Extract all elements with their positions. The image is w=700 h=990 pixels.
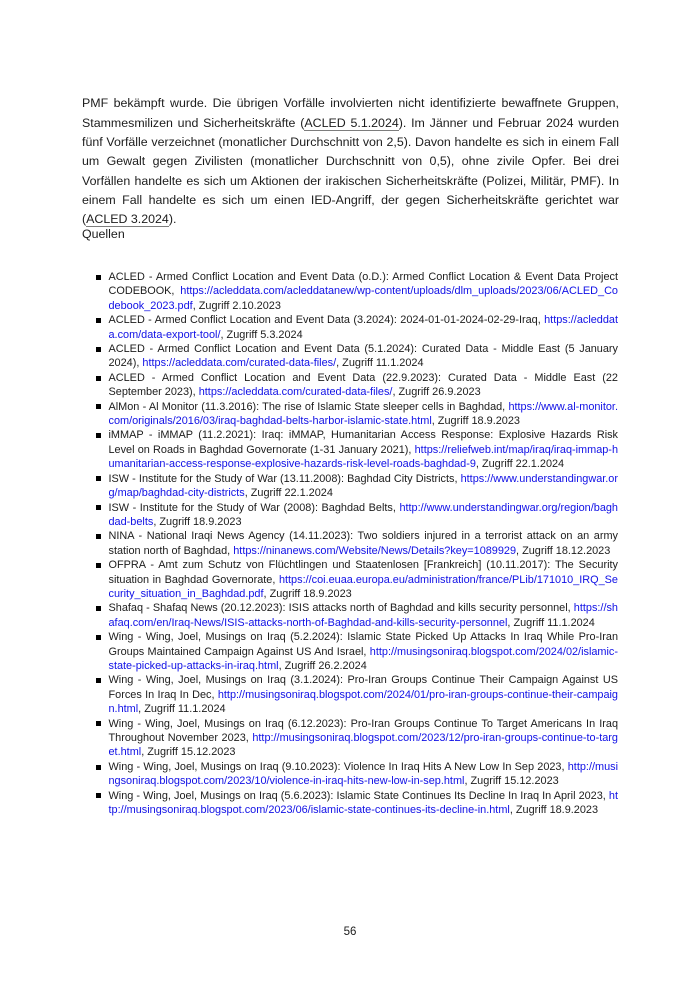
source-citation-text: Wing - Wing, Joel, Musings on Iraq (5.2.2024): Islamic State Picked Up Attacks In Iraq While Pro-Iran Groups Maintained Campaign Against US And Israel, <box>108 631 618 658</box>
source-link[interactable]: http://www.understandingwar.org/region/baghdad-belts <box>108 501 618 528</box>
source-zugriff-text: , Zugriff 11.1.2024 <box>336 357 424 370</box>
source-citation-text: ACLED - Armed Conflict Location and Event Data (5.1.2024): Curated Data - Middle East (5 January 2024), <box>108 343 618 370</box>
paragraph-text: ). <box>168 212 177 227</box>
source-zugriff-text: , Zugriff 26.2.2024 <box>278 659 367 672</box>
source-citation-text: Wing - Wing, Joel, Musings on Iraq (6.12.2023): Pro-Iran Groups Continue To Target Americans In Iraq Throughout November 2023, <box>108 717 618 744</box>
source-link[interactable]: http://musingsoniraq.blogspot.com/2023/12/pro-iran-groups-continue-to-target.html <box>108 732 618 759</box>
source-citation-text: ACLED - Armed Conflict Location and Event Data (22.9.2023): Curated Data - Middle East (22 September 2023), <box>108 371 618 399</box>
source-citation-text: ISW - Institute for the Study of War (2008): Baghdad Belts, <box>108 501 400 514</box>
source-link[interactable]: https://coi.euaa.europa.eu/administration/france/PLib/171010_IRQ_Security_situation_in_Baghdad.pdf <box>108 573 618 600</box>
source-item <box>96 558 618 601</box>
source-link[interactable]: https://ninanews.com/Website/News/Details?key=1089929 <box>233 544 517 557</box>
source-zugriff-text: , Zugriff 18.9.2023 <box>431 415 520 428</box>
source-citation-text: AlMon - Al Monitor (11.3.2016): The rise of Islamic State sleeper cells in Baghdad, <box>108 400 509 413</box>
bullet-square-icon <box>96 476 101 481</box>
bullet-square-icon <box>96 635 101 640</box>
source-zugriff-text: , Zugriff 26.9.2023 <box>392 386 481 399</box>
bullet-square-icon <box>96 721 101 726</box>
source-zugriff-text: , Zugriff 18.9.2023 <box>153 515 242 528</box>
source-link[interactable]: https://acleddata.com/curated-data-files/ <box>198 386 393 399</box>
source-zugriff-text: , Zugriff 11.1.2024 <box>507 616 595 629</box>
source-link[interactable]: https://acleddata.com/acleddatanew/wp-content/uploads/dlm_uploads/2023/06/ACLED_Codebook_2023.pdf <box>108 285 618 312</box>
source-citation-text: ACLED - Armed Conflict Location and Event Data (3.2024): 2024-01-01-2024-02-29-Iraq, <box>108 314 545 327</box>
source-link[interactable]: https://www.understandingwar.org/map/baghdad-city-districts <box>108 472 618 500</box>
source-citation-text: Wing - Wing, Joel, Musings on Iraq (3.1.2024): Pro-Iran Groups Continue Their Campaign Against US Forces In Iraq In Dec, <box>108 674 618 701</box>
page-number: 56 <box>343 926 357 938</box>
sources-heading: Quellen <box>82 227 125 241</box>
source-citation-text: Wing - Wing, Joel, Musings on Iraq (5.6.2023): Islamic State Continues Its Decline In Iraq In April 2023, <box>108 789 609 802</box>
source-item <box>96 630 618 673</box>
source-link[interactable]: https://acleddata.com/curated-data-files/ <box>142 357 337 370</box>
source-citation-text: Shafaq - Shafaq News (20.12.2023): ISIS attacks north of Baghdad and kills security personnel, <box>108 602 574 615</box>
bullet-square-icon <box>96 433 101 438</box>
source-citation-text: iMMAP - iMMAP (11.2.2021): Iraq: iMMAP, Humanitarian Access Response: Explosive Hazards Risk Level on Roads in Baghdad Governorate (1-31 January 2021), <box>108 429 618 456</box>
bullet-square-icon <box>96 404 101 409</box>
source-item <box>96 717 618 760</box>
source-item <box>96 270 618 313</box>
source-item <box>96 313 618 342</box>
source-item <box>96 371 618 400</box>
paragraph-text: PMF bekämpft wurde. Die übrigen Vorfälle involvierten nicht identifizierte bewaffnete Gruppen, Stammesmilizen und Sicherheitskräfte ( <box>82 96 619 130</box>
source-link[interactable]: http://musingsoniraq.blogspot.com/2024/01/pro-iran-groups-continue-their-campaign.html <box>108 688 618 716</box>
source-citation-text: Wing - Wing, Joel, Musings on Iraq (9.10.2023): Violence In Iraq Hits A New Low In Sep 2023, <box>108 760 568 773</box>
source-link[interactable]: https://reliefweb.int/map/iraq/iraq-immap-humanitarian-access-response-explosive-hazards-risk-level-roads-baghdad-9 <box>108 443 618 471</box>
body-paragraph <box>82 94 619 229</box>
source-zugriff-text: , Zugriff 11.1.2024 <box>138 703 226 716</box>
source-link[interactable]: http://musingsoniraq.blogspot.com/2023/06/islamic-state-continues-its-decline-in.html <box>108 789 618 817</box>
source-zugriff-text: , Zugriff 2.10.2023 <box>192 299 281 312</box>
source-zugriff-text: , Zugriff 5.3.2024 <box>220 328 303 341</box>
source-item <box>96 501 618 530</box>
bullet-square-icon <box>96 563 101 568</box>
source-zugriff-text: , Zugriff 18.12.2023 <box>516 544 611 557</box>
bullet-square-icon <box>96 793 101 798</box>
bullet-square-icon <box>96 534 101 539</box>
source-citation-text: ACLED - Armed Conflict Location and Event Data (o.D.): Armed Conflict Location & Event Data Project CODEBOOK, <box>108 271 618 298</box>
source-citation-text: ISW - Institute for the Study of War (13.11.2008): Baghdad City Districts, <box>108 472 461 485</box>
source-zugriff-text: , Zugriff 22.1.2024 <box>244 487 333 500</box>
bullet-square-icon <box>96 376 101 381</box>
source-item <box>96 601 618 630</box>
source-link[interactable]: http://musingsoniraq.blogspot.com/2023/10/violence-in-iraq-hits-new-low-in-sep.html <box>108 760 618 788</box>
acled-ref-link[interactable]: ACLED 5.1.2024 <box>304 115 399 130</box>
source-citation-text: NINA - National Iraqi News Agency (14.11.2023): Two soldiers injured in a terrorist attack on an army station north of Baghdad, <box>108 530 618 557</box>
source-item <box>96 342 618 371</box>
source-zugriff-text: , Zugriff 15.12.2023 <box>141 746 236 759</box>
source-item <box>96 428 618 471</box>
source-link[interactable]: http://musingsoniraq.blogspot.com/2024/02/islamic-state-picked-up-attacks-in-iraq.html <box>108 645 618 672</box>
source-item <box>96 673 618 716</box>
bullet-square-icon <box>96 347 101 352</box>
bullet-square-icon <box>96 275 101 280</box>
source-item <box>96 529 618 558</box>
bullet-square-icon <box>96 318 101 323</box>
bullet-square-icon <box>96 505 101 510</box>
paragraph-text: ). Im Jänner und Februar 2024 wurden fünf Vorfälle verzeichnet (monatlicher Durchschnitt von 2,5). Davon handelte es sich in einem Fall um Gewalt gegen Zivilisten (monatlicher Durchschnitt von 0,5), ohne zivile Opfer. Bei drei Vorfällen handelte es sich um Aktionen der irakischen Sicherheitskräfte (Polizei, Militär, PMF). In einem Fall handelte es sich um einen IED-Angriff, der gegen Sicherheitskräfte gerichtet war ( <box>82 115 620 227</box>
source-item <box>96 760 618 789</box>
source-zugriff-text: , Zugriff 15.12.2023 <box>464 775 559 788</box>
bullet-square-icon <box>96 765 101 770</box>
source-zugriff-text: , Zugriff 22.1.2024 <box>475 458 565 471</box>
acled-ref-link[interactable]: ACLED 3.2024 <box>86 212 169 227</box>
source-zugriff-text: , Zugriff 18.9.2023 <box>263 587 352 600</box>
bullet-square-icon <box>96 678 101 683</box>
sources-list <box>96 270 618 817</box>
source-item <box>96 472 618 501</box>
bullet-square-icon <box>96 606 101 611</box>
source-item <box>96 789 618 818</box>
source-zugriff-text: , Zugriff 18.9.2023 <box>509 804 599 817</box>
source-link[interactable]: https://shafaq.com/en/Iraq-News/ISIS-attacks-north-of-Baghdad-and-kills-security-personnel <box>108 602 618 629</box>
source-citation-text: OFPRA - Amt zum Schutz von Flüchtlingen und Staatenlosen [Frankreich] (10.11.2017): The Security situation in Baghdad Governorate, <box>108 559 618 586</box>
source-link[interactable]: https://www.al-monitor.com/originals/2016/03/iraq-baghdad-belts-harbor-islamic-state.html <box>108 400 618 428</box>
source-item <box>96 400 618 429</box>
source-link[interactable]: https://acleddata.com/data-export-tool/ <box>108 314 618 341</box>
